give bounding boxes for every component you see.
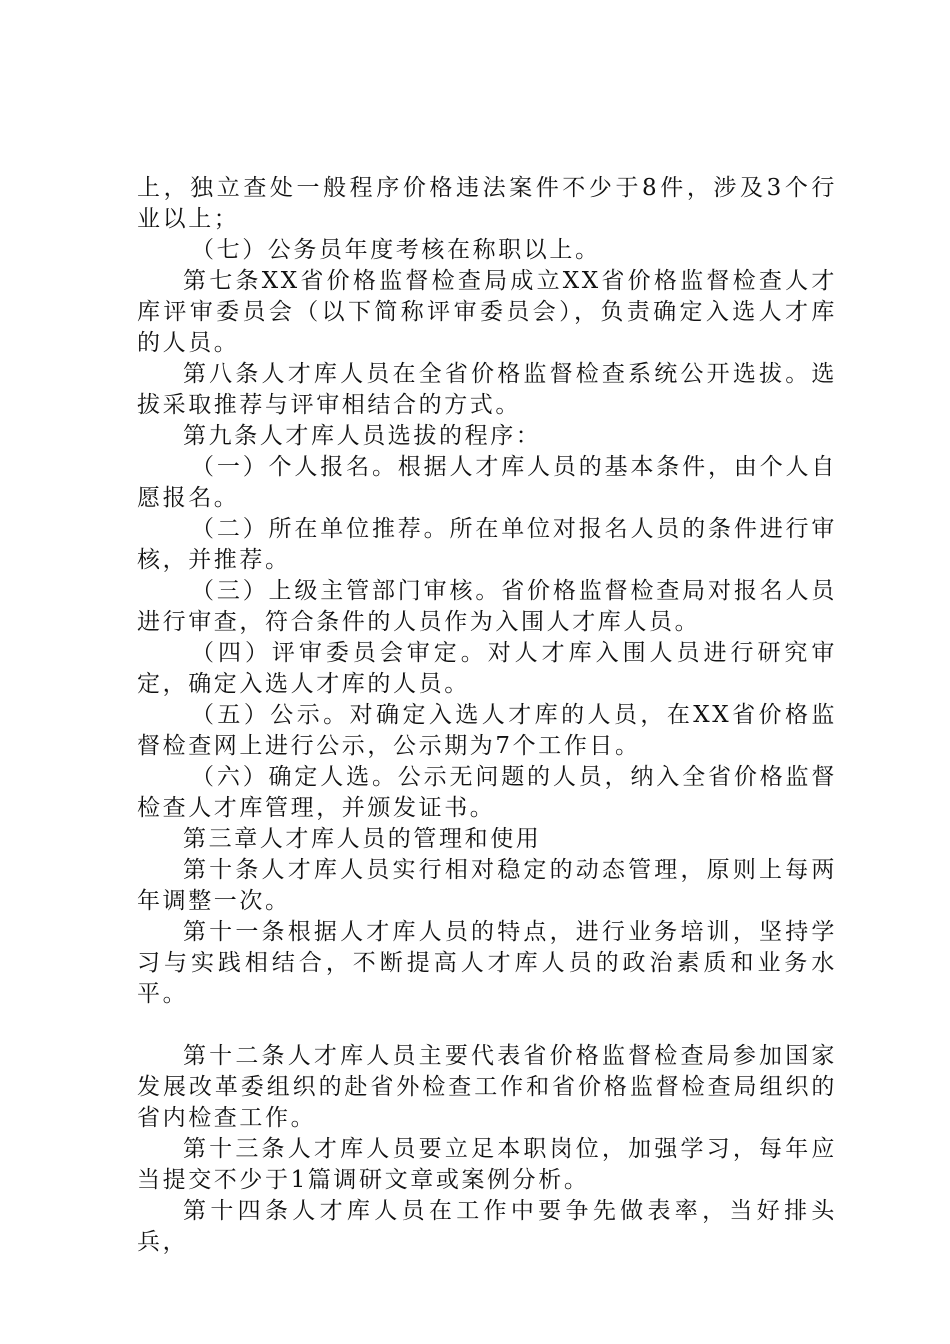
paragraph-5: 第九条人才库人员选拔的程序： — [183, 423, 542, 449]
paragraph-16: 第十三条人才库人员要立足本职岗位，加强学习，每年应当提交不少于1篇调研文章或案例分析。 — [137, 1136, 837, 1193]
paragraph-13: 第十条人才库人员实行相对稳定的动态管理，原则上每两年调整一次。 — [137, 857, 837, 914]
paragraph-8: （三）上级主管部门审核。省价格监督检查局对报名人员进行审查，符合条件的人员作为入围人才库人员。 — [137, 578, 837, 635]
paragraph-3: 第七条XX省价格监督检查局成立XX省价格监督检查人才库评审委员会（以下简称评审委员会），负责确定入选人才库的人员。 — [137, 268, 837, 356]
paragraph-7: （二）所在单位推荐。所在单位对报名人员的条件进行审核，并推荐。 — [137, 516, 837, 573]
paragraph-9: （四）评审委员会审定。对人才库入围人员进行研究审定，确定入选人才库的人员。 — [137, 640, 837, 697]
paragraph-2: （七）公务员年度考核在称职以上。 — [191, 237, 601, 263]
paragraph-11: （六）确定人选。公示无问题的人员，纳入全省价格监督检查人才库管理，并颁发证书。 — [137, 764, 837, 821]
paragraph-4: 第八条人才库人员在全省价格监督检查系统公开选拔。选拔采取推荐与评审相结合的方式。 — [137, 361, 837, 418]
paragraph-10: （五）公示。对确定入选人才库的人员，在XX省价格监督检查网上进行公示，公示期为7个工作日。 — [137, 702, 837, 759]
paragraph-14: 第十一条根据人才库人员的特点，进行业务培训，坚持学习与实践相结合，不断提高人才库人员的政治素质和业务水平。 — [137, 919, 837, 1007]
paragraph-6: （一）个人报名。根据人才库人员的基本条件，由个人自愿报名。 — [137, 454, 837, 511]
paragraph-15: 第十二条人才库人员主要代表省价格监督检查局参加国家发展改革委组织的赴省外检查工作和省价格监督检查局组织的省内检查工作。 — [137, 1043, 837, 1131]
document-body — [137, 173, 837, 1258]
paragraph-1: 上，独立查处一般程序价格违法案件不少于8件，涉及3个行业以上； — [137, 175, 837, 232]
chapter-heading: 第三章人才库人员的管理和使用 — [183, 826, 542, 852]
paragraph-17: 第十四条人才库人员在工作中要争先做表率，当好排头兵， — [137, 1198, 837, 1255]
